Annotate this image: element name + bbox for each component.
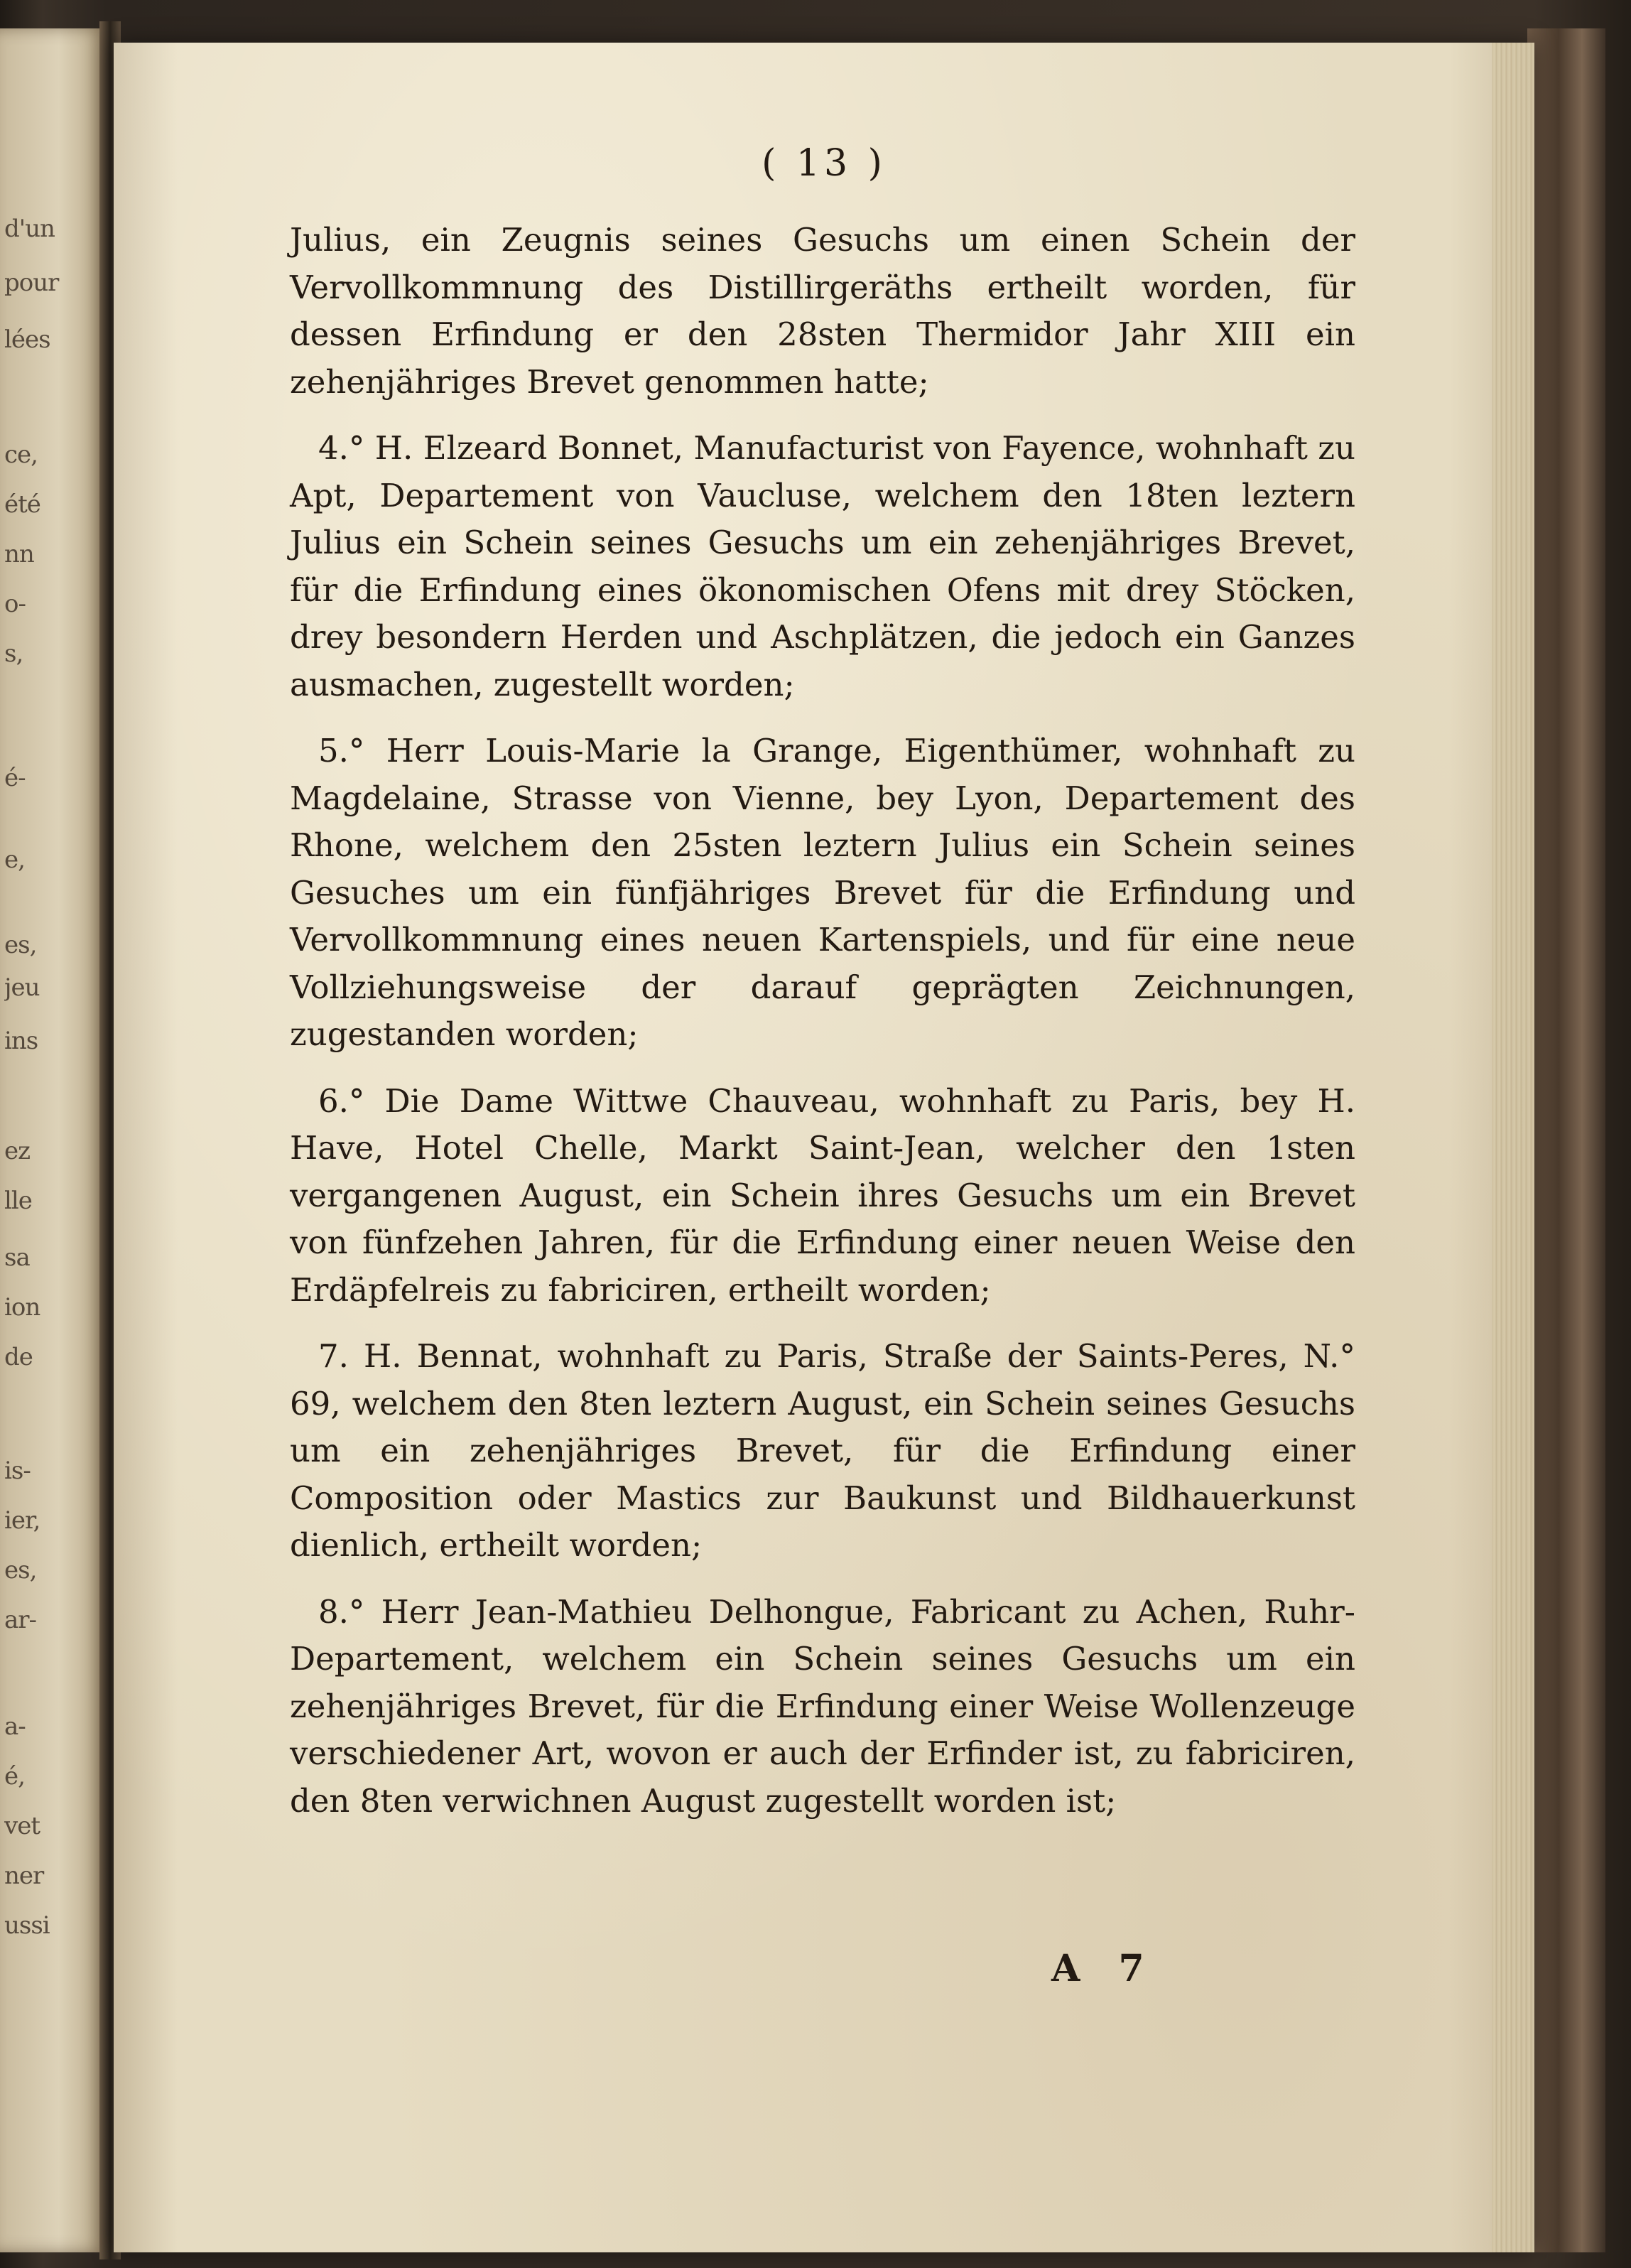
left-fragment: es, bbox=[4, 1556, 37, 1584]
page-body bbox=[290, 217, 1355, 1844]
paragraph-continuation: Julius, ein Zeugnis seines Gesuchs um einen Schein der Vervollkommnung des Distillirgeräths ertheilt worden, für dessen Erfindung er den 28sten Thermidor Jahr XIII ein zehenjähriges Brevet genommen hatte; bbox=[290, 221, 1355, 401]
left-fragment: ion bbox=[4, 1293, 40, 1322]
left-fragment: ce, bbox=[4, 441, 38, 469]
page-edge-stack bbox=[1492, 43, 1534, 2252]
left-fragment: jeu bbox=[4, 973, 40, 1002]
left-fragment: de bbox=[4, 1343, 33, 1371]
paragraph-item-7: 7. H. Bennat, wohnhaft zu Paris, Straße der Saints-Peres, N.° 69, welchem den 8ten leztern August, ein Schein seines Gesuchs um ein zehenjähriges Brevet, für die Erfindung einer Composition oder Mastics zur Baukunst und Bildhauerkunst dienlich, ertheilt worden; bbox=[290, 1337, 1355, 1564]
left-fragment: sa bbox=[4, 1243, 30, 1272]
left-fragment: e, bbox=[4, 846, 25, 874]
left-fragment: ins bbox=[4, 1027, 38, 1055]
signature-mark: A 7 bbox=[1051, 1947, 1157, 1990]
left-fragment: pour bbox=[4, 269, 59, 297]
left-fragment: ez bbox=[4, 1137, 31, 1165]
left-fragment: ar- bbox=[4, 1606, 37, 1634]
left-fragment: nn bbox=[4, 540, 34, 568]
book-binding-edge bbox=[1527, 28, 1605, 2252]
left-fragment: é- bbox=[4, 764, 26, 792]
left-fragment: es, bbox=[4, 931, 37, 959]
left-fragment: ier, bbox=[4, 1506, 40, 1535]
left-fragment: s, bbox=[4, 639, 23, 668]
left-fragment: a- bbox=[4, 1712, 26, 1741]
left-fragment: lle bbox=[4, 1187, 32, 1215]
left-fragment: vet bbox=[4, 1812, 40, 1840]
left-fragment: été bbox=[4, 490, 40, 519]
left-page-text-fragments bbox=[4, 28, 104, 2252]
left-fragment: is- bbox=[4, 1457, 31, 1485]
left-fragment: lées bbox=[4, 325, 50, 354]
paragraph-item-6: 6.° Die Dame Wittwe Chauveau, wohnhaft zu Paris, bey H. Have, Hotel Chelle, Markt Saint-Jean, welcher den 1sten vergangenen August, ein Schein ihres Gesuchs um ein Brevet von fünfzehen Jahren, für die Erfindung einer neuen Weise den Erdäpfelreis zu fabriciren, ertheilt worden; bbox=[290, 1081, 1355, 1309]
left-fragment: ner bbox=[4, 1862, 44, 1890]
paragraph-item-8: 8.° Herr Jean-Mathieu Delhongue, Fabricant zu Achen, Ruhr-Departement, welchem ein Schein seines Gesuchs um ein zehenjähriges Brevet, für die Erfindung einer Weise Wollenzeuge verschiedener Art, wovon er auch der Erfinder ist, zu fabriciren, den 8ten verwichnen August zugestellt worden ist; bbox=[290, 1592, 1355, 1820]
paragraph-item-5: 5.° Herr Louis-Marie la Grange, Eigenthümer, wohnhaft zu Magdelaine, Strasse von Vienne, bey Lyon, Departement des Rhone, welchem den 25sten leztern Julius ein Schein seines Gesuches um ein fünfjähriges Brevet für die Erfindung und Vervollkommnung eines neuen Kartenspiels, und für eine neue Vollziehungsweise der darauf geprägten Zeichnungen, zugestanden worden; bbox=[290, 732, 1355, 1053]
left-fragment: ussi bbox=[4, 1911, 50, 1940]
left-fragment: é, bbox=[4, 1762, 25, 1791]
facing-left-page bbox=[0, 28, 107, 2252]
paragraph-item-4: 4.° H. Elzeard Bonnet, Manufacturist von Fayence, wohnhaft zu Apt, Departement von Vaucluse, welchem den 18ten leztern Julius ein Schein seines Gesuchs um ein zehenjähriges Brevet, für die Erfindung eines ökonomischen Ofens mit drey Stöcken, drey besondern Herden und Aschplätzen, die jedoch ein Ganzes ausmachen, zugestellt worden; bbox=[290, 429, 1355, 703]
left-fragment: o- bbox=[4, 590, 26, 618]
left-fragment: d'un bbox=[4, 215, 55, 243]
page-number-header: ( 13 ) bbox=[762, 142, 887, 185]
